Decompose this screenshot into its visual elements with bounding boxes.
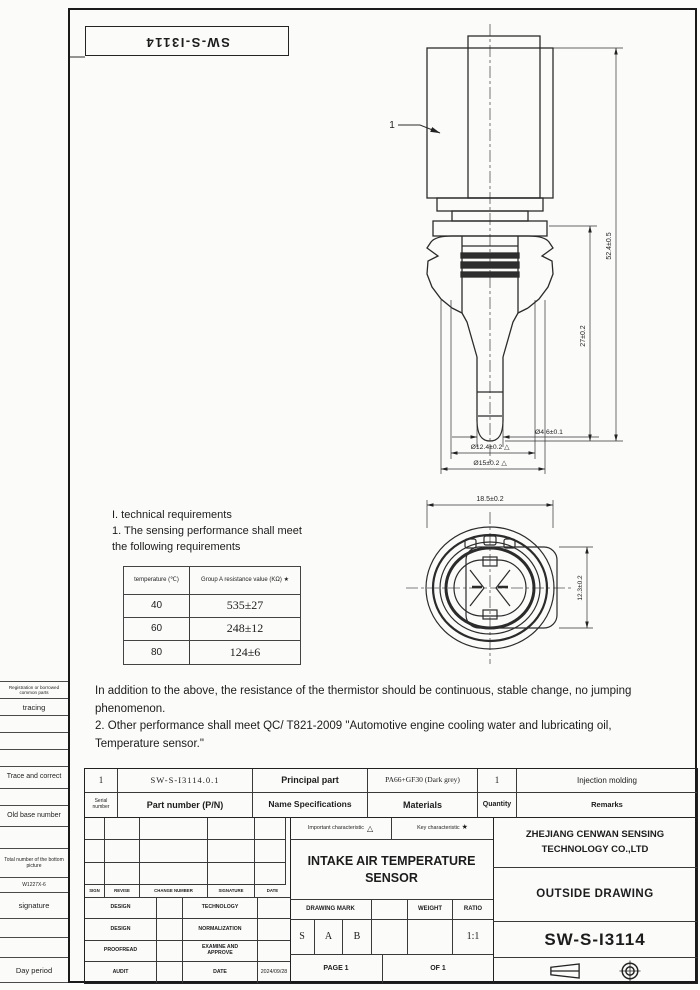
dim-clip-diameter-label: Ø12.4±0.2 △: [470, 444, 510, 451]
page-label: PAGE 1: [290, 955, 383, 983]
rev-header-change-number: CHANGE NUMBER: [140, 885, 208, 898]
remarks-header: Remarks: [517, 793, 697, 818]
resistance-value: 248±12: [226, 621, 264, 636]
clip-wing-left: [427, 236, 452, 308]
empty-cell: [105, 840, 140, 862]
approval-role-left: AUDIT: [85, 962, 157, 983]
leader-number-label: 1: [389, 120, 395, 131]
empty-cell: [208, 863, 255, 885]
part-serial-value: 1: [85, 769, 118, 793]
part-quantity-value: 1: [478, 769, 517, 793]
part-material-value: PA66+GF30 (Dark grey): [368, 769, 478, 793]
mark-s: S: [290, 920, 315, 955]
approval-blank: [157, 962, 183, 983]
temperature-header: temperature (℃): [124, 567, 190, 594]
important-triangle-mark: △: [366, 823, 374, 833]
approval-date-value: 2024/09/28: [260, 969, 288, 976]
empty-cell: [85, 840, 105, 862]
ratio-value: 1:1: [453, 920, 493, 955]
stamp-part-number: SW-S-I3114: [144, 34, 230, 50]
drawing-mark-blank: [372, 900, 408, 920]
serial-number-header: Serial number: [85, 793, 118, 818]
revision-grid: [85, 818, 290, 885]
empty-cell: [140, 840, 208, 862]
dim-width-label: 18.5±0.2: [476, 496, 504, 503]
product-title: INTAKE AIR TEMPERATURE SENSOR: [290, 840, 493, 900]
sidebar-empty-row: [0, 937, 68, 957]
seal-rib-3: [461, 272, 519, 277]
connector-inner-tab: [468, 36, 540, 198]
seal-rib-2: [461, 262, 519, 268]
weight-value: [408, 920, 453, 955]
title-part-number: SW-S-I3114: [493, 922, 697, 958]
rev-header-signature: SIGNATURE: [208, 885, 255, 898]
additional-requirements: [95, 683, 675, 753]
temperature-value: 40: [124, 595, 190, 617]
approval-value: [258, 919, 290, 941]
resistance-table: [123, 566, 301, 665]
rev-header-date: DATE: [255, 885, 290, 898]
approval-role-right: EXAMINE AND APPROVE: [183, 941, 258, 962]
sidebar-old-base-label: Old base number: [0, 805, 68, 826]
empty-cell: [105, 863, 140, 885]
part-remark-value: Injection molding: [517, 769, 697, 793]
sidebar-trace-correct-label: Trace and correct: [0, 766, 68, 788]
clip-wing-right: [528, 236, 553, 308]
sidebar: [0, 681, 68, 983]
approval-role-left: PROOFREAD: [85, 941, 157, 962]
materials-header: Materials: [368, 793, 478, 818]
drawing-mark-label: DRAWING MARK: [290, 900, 372, 920]
key-star-mark: ★: [461, 824, 468, 832]
projection-target-icon: [619, 960, 641, 982]
key-characteristic-label: Key characteristic: [417, 825, 460, 832]
part-number-header: Part number (P/N): [118, 793, 253, 818]
mark-blank: [372, 920, 408, 955]
sensor-side-view: [427, 24, 553, 462]
dim-probe-length-label: 27±0.2: [580, 325, 587, 347]
sidebar-code-label: W1227X-6: [0, 877, 68, 892]
approval-blank: [157, 941, 183, 962]
temperature-value: 80: [124, 641, 190, 664]
sidebar-empty-row: [0, 732, 68, 749]
approval-role-left: DESIGN: [85, 919, 157, 941]
sensor-bottom-view: [406, 512, 574, 664]
resistance-table-header-row: [124, 567, 300, 595]
empty-cell: [85, 818, 105, 840]
important-characteristic-label: Important characteristic: [307, 825, 364, 832]
dim-overall-height-label: 52.4±0.5: [606, 232, 613, 260]
dim-tip-diameter-label: Ø4.6±0.1: [535, 429, 563, 436]
requirements-para2: 2. Other performance shall meet QC/ T821-2009 "Automotive engine cooling water and lubricating oil, Temperature sensor.": [95, 720, 612, 750]
weight-label: WEIGHT: [408, 900, 453, 920]
approval-value: [258, 941, 290, 962]
rev-header-sign: SIGN: [85, 885, 105, 898]
empty-cell: [208, 818, 255, 840]
sidebar-total-number-label: Total number of the bottom picture: [0, 848, 68, 877]
dim-base-diameter-label: Ø15±0.2 △: [473, 460, 507, 467]
resistance-value: 535±27: [226, 598, 264, 613]
of-label: OF 1: [430, 964, 446, 972]
empty-cell: [140, 818, 208, 840]
key-characteristic-cell: [392, 818, 493, 840]
mark-a: A: [315, 920, 343, 955]
approval-role-left: DESIGN: [85, 898, 157, 919]
important-characteristic-cell: [290, 818, 392, 840]
empty-cell: [255, 840, 286, 862]
empty-cell: [255, 863, 286, 885]
sidebar-tracing-label: tracing: [0, 698, 68, 715]
technical-notes: [112, 507, 392, 555]
sidebar-empty-row: [0, 715, 68, 732]
document-type: OUTSIDE DRAWING: [493, 868, 697, 922]
quantity-header: Quantity: [478, 793, 517, 818]
sidebar-signature-label: signature: [0, 892, 68, 918]
empty-cell: [140, 863, 208, 885]
name-specifications-header: Name Specifications: [253, 793, 368, 818]
projection-symbols-cell: [493, 958, 697, 983]
empty-cell: [255, 818, 286, 840]
resistance-header: Group A resistance value (KΩ) ★: [201, 577, 289, 584]
mark-b: B: [343, 920, 372, 955]
part-name-value: Principal part: [253, 769, 368, 793]
approval-role-right: TECHNOLOGY: [183, 898, 258, 919]
empty-cell: [85, 863, 105, 885]
leader-line-1: [398, 125, 440, 133]
sidebar-empty-row: [0, 826, 68, 848]
company-name: ZHEJIANG CENWAN SENSING TECHNOLOGY CO.,LTD: [493, 818, 697, 868]
approval-role-right: DATE: [183, 962, 258, 983]
sidebar-empty-row: [0, 788, 68, 805]
side-view-dimensions: [398, 48, 623, 474]
empty-cell: [105, 818, 140, 840]
notes-line1: 1. The sensing performance shall meet: [112, 525, 302, 537]
part-number-value: SW-S-I3114.0.1: [118, 769, 253, 793]
sidebar-registration-label: Registration or borrowed common parts: [0, 681, 68, 698]
dim-height-label: 12.3±0.2: [577, 575, 584, 601]
extension-lines-height: [559, 547, 593, 628]
empty-cell: [208, 840, 255, 862]
temperature-value: 60: [124, 618, 190, 640]
table-row: [124, 595, 300, 618]
sidebar-empty-row: [0, 749, 68, 766]
ratio-label: RATIO: [453, 900, 493, 920]
extension-lines-clip-dia: [451, 300, 535, 459]
approval-value: [258, 898, 290, 919]
notes-line2: the following requirements: [112, 541, 241, 553]
sidebar-day-period-label: Day period: [0, 957, 68, 983]
table-row: [124, 618, 300, 641]
table-row: [124, 641, 300, 664]
seal-rib-1: [461, 253, 519, 258]
approval-role-right: NORMALIZATION: [183, 919, 258, 941]
resistance-value: 124±6: [229, 644, 261, 659]
approval-blank: [157, 919, 183, 941]
first-angle-projection-icon: [549, 962, 581, 980]
requirements-para1: In addition to the above, the resistance of the thermistor should be continuous, stable change, no jumping phenomenon.: [95, 685, 632, 715]
sidebar-empty-row: [0, 918, 68, 937]
notes-heading: I. technical requirements: [112, 509, 232, 521]
approval-blank: [157, 898, 183, 919]
rev-header-revise: REVISE: [105, 885, 140, 898]
